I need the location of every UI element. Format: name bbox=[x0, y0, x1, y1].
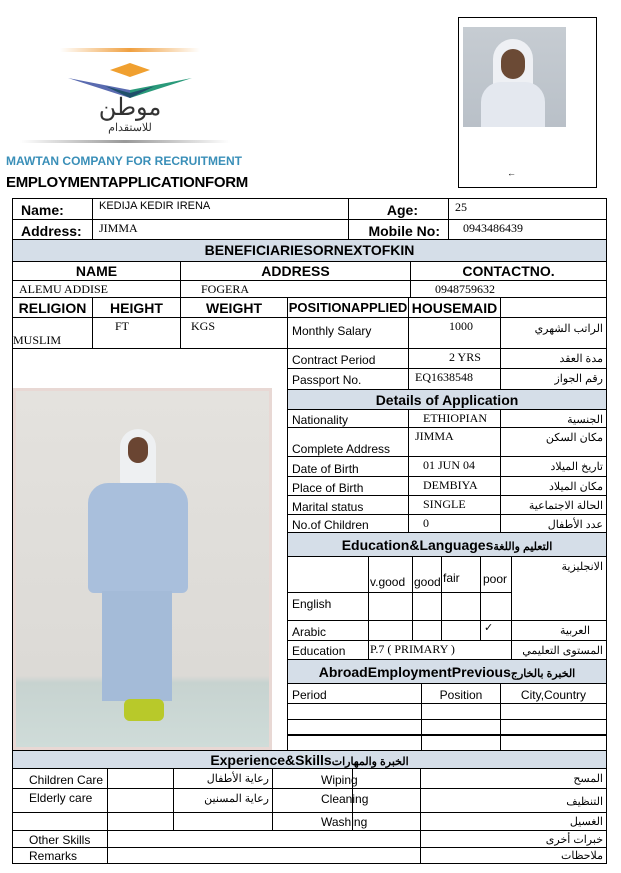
detail-label-ar: مكان الميلاد bbox=[500, 476, 607, 496]
english-vgood-cell[interactable] bbox=[368, 592, 413, 621]
detail-label: Nationality bbox=[287, 409, 409, 428]
elderly-care-label: Elderly care bbox=[12, 788, 108, 813]
cleaning-label-ar: التنظيف bbox=[420, 788, 607, 813]
mobile-label: Mobile No: bbox=[348, 219, 449, 240]
name-value: KEDIJA KEDIR IRENA bbox=[92, 198, 349, 220]
wiping-label-ar: المسح bbox=[420, 768, 607, 789]
detail-label: Place of Birth bbox=[287, 476, 409, 496]
abroad-position-cell[interactable] bbox=[421, 703, 501, 720]
english-label-ar: الانجليزية bbox=[511, 556, 607, 621]
education-label-ar: المستوى التعليمي bbox=[511, 640, 607, 660]
remarks-cell[interactable] bbox=[107, 847, 421, 864]
elderly-care-label-ar: رعاية المسنين bbox=[173, 788, 273, 813]
english-good-cell[interactable] bbox=[412, 592, 442, 621]
height-value: FT bbox=[92, 317, 181, 349]
abroad-city-cell[interactable] bbox=[500, 734, 607, 751]
detail-value: JIMMA bbox=[408, 427, 501, 457]
address-value: JIMMA bbox=[92, 219, 349, 240]
weight-header: WEIGHT bbox=[180, 297, 288, 318]
other-skills-label-ar: خبرات أخرى bbox=[420, 830, 607, 848]
passport-value: EQ1638548 bbox=[408, 368, 501, 390]
abroad-city-cell[interactable] bbox=[500, 703, 607, 720]
salary-value: 1000 bbox=[408, 317, 501, 349]
other-skills-cell[interactable] bbox=[107, 830, 421, 848]
contract-label: Contract Period bbox=[287, 348, 409, 369]
detail-label: No.of Children bbox=[287, 514, 409, 533]
detail-value: DEMBIYA bbox=[408, 476, 501, 496]
portrait-photo-frame: ← bbox=[458, 17, 597, 188]
arabic-vgood-cell[interactable] bbox=[368, 620, 413, 641]
detail-value: 01 JUN 04 bbox=[408, 456, 501, 477]
arabic-good-cell[interactable] bbox=[412, 620, 442, 641]
kin-address-value: FOGERA bbox=[180, 280, 411, 298]
address-label: Address: bbox=[12, 219, 93, 240]
detail-label: Marital status bbox=[287, 495, 409, 515]
weight-value: KGS bbox=[180, 317, 288, 349]
salary-label-ar: الراتب الشهري bbox=[500, 317, 607, 349]
education-label: Education bbox=[287, 640, 369, 660]
skills-section-header: Experience&Skillsالخبرة والمهارات bbox=[12, 750, 607, 769]
level-poor: poor bbox=[480, 556, 512, 593]
cleaning-label: Cleaning bbox=[272, 788, 353, 813]
form-title: EMPLOYMENTAPPLICATIONFORM bbox=[6, 174, 248, 191]
height-header: HEIGHT bbox=[92, 297, 181, 318]
position-header: POSITIONAPPLIED bbox=[287, 297, 409, 318]
level-vgood: v.good bbox=[368, 556, 413, 593]
detail-label-ar: الجنسية bbox=[500, 409, 607, 428]
position-value: HOUSEMAID bbox=[408, 297, 501, 318]
detail-value: SINGLE bbox=[408, 495, 501, 515]
portrait-photo bbox=[463, 27, 566, 127]
contract-value: 2 YRS bbox=[408, 348, 501, 369]
detail-value: ETHIOPIAN bbox=[408, 409, 501, 428]
details-section-header: Details of Application bbox=[287, 389, 607, 410]
detail-label-ar: عدد الأطفال bbox=[500, 514, 607, 533]
other-skills-label: Other Skills bbox=[12, 830, 108, 848]
arabic-fair-cell[interactable] bbox=[441, 620, 481, 641]
abroad-position-cell[interactable] bbox=[421, 734, 501, 751]
cleaning-cell[interactable] bbox=[352, 788, 421, 813]
company-logo: موطن للاستقدام bbox=[40, 45, 220, 145]
city-country-header: City,Country bbox=[500, 683, 607, 704]
kin-name-value: ALEMU ADDISE bbox=[12, 280, 181, 298]
washing-label: Washing bbox=[272, 812, 353, 831]
kin-name-header: NAME bbox=[12, 261, 181, 281]
english-poor-cell[interactable] bbox=[480, 592, 512, 621]
wiping-cell[interactable] bbox=[352, 768, 421, 789]
age-value: 25 bbox=[448, 198, 607, 220]
company-name: MAWTAN COMPANY FOR RECRUITMENT bbox=[6, 154, 242, 168]
elderly-care-cell[interactable] bbox=[107, 788, 174, 813]
arabic-poor-check-icon[interactable]: ✓ bbox=[480, 620, 512, 641]
education-section-header: Education&Languagesالتعليم واللغة bbox=[287, 532, 607, 557]
position-col-header: Position bbox=[421, 683, 501, 704]
salary-label: Monthly Salary bbox=[287, 317, 409, 349]
kin-contact-header: CONTACTNO. bbox=[410, 261, 607, 281]
mobile-value: 0943486439 bbox=[448, 219, 607, 240]
detail-label: Complete Address bbox=[287, 427, 409, 457]
english-label: English bbox=[287, 592, 369, 621]
washing-cell[interactable] bbox=[352, 812, 421, 831]
kin-contact-value: 0948759632 bbox=[410, 280, 607, 298]
contract-label-ar: مدة العقد bbox=[500, 348, 607, 369]
detail-label-ar: الحالة الاجتماعية bbox=[500, 495, 607, 515]
english-fair-cell[interactable] bbox=[441, 592, 481, 621]
remarks-label-ar: ملاحظات bbox=[420, 847, 607, 864]
age-label: Age: bbox=[348, 198, 449, 220]
kin-section-header: BENEFICIARIESORNEXTOFKIN bbox=[12, 239, 607, 262]
abroad-period-cell[interactable] bbox=[287, 703, 422, 720]
remarks-label: Remarks bbox=[12, 847, 108, 864]
passport-label: Passport No. bbox=[287, 368, 409, 390]
name-label: Name: bbox=[12, 198, 93, 220]
detail-label-ar: تاريخ الميلاد bbox=[500, 456, 607, 477]
children-care-cell[interactable] bbox=[107, 768, 174, 789]
abroad-period-cell[interactable] bbox=[287, 734, 422, 751]
detail-label: Date of Birth bbox=[287, 456, 409, 477]
children-care-label: Children Care bbox=[12, 768, 108, 789]
arabic-label: Arabic bbox=[287, 620, 369, 641]
arabic-label-ar: العربية bbox=[511, 620, 607, 641]
religion-value: MUSLIM bbox=[12, 317, 93, 349]
wiping-label: Wiping bbox=[272, 768, 353, 789]
education-value: P.7 ( PRIMARY ) bbox=[368, 640, 512, 660]
full-body-photo bbox=[13, 388, 272, 750]
detail-label-ar: مكان السكن bbox=[500, 427, 607, 457]
period-header: Period bbox=[287, 683, 422, 704]
passport-label-ar: رقم الجواز bbox=[500, 368, 607, 390]
children-care-label-ar: رعاية الأطفال bbox=[173, 768, 273, 789]
kin-address-header: ADDRESS bbox=[180, 261, 411, 281]
detail-value: 0 bbox=[408, 514, 501, 533]
abroad-section-header: AbroadEmploymentPreviousالخبرة بالخارج bbox=[287, 659, 607, 684]
level-fair: fair bbox=[441, 556, 481, 593]
level-good: good bbox=[412, 556, 442, 593]
religion-header: RELIGION bbox=[12, 297, 93, 318]
washing-label-ar: الغسيل bbox=[420, 812, 607, 831]
